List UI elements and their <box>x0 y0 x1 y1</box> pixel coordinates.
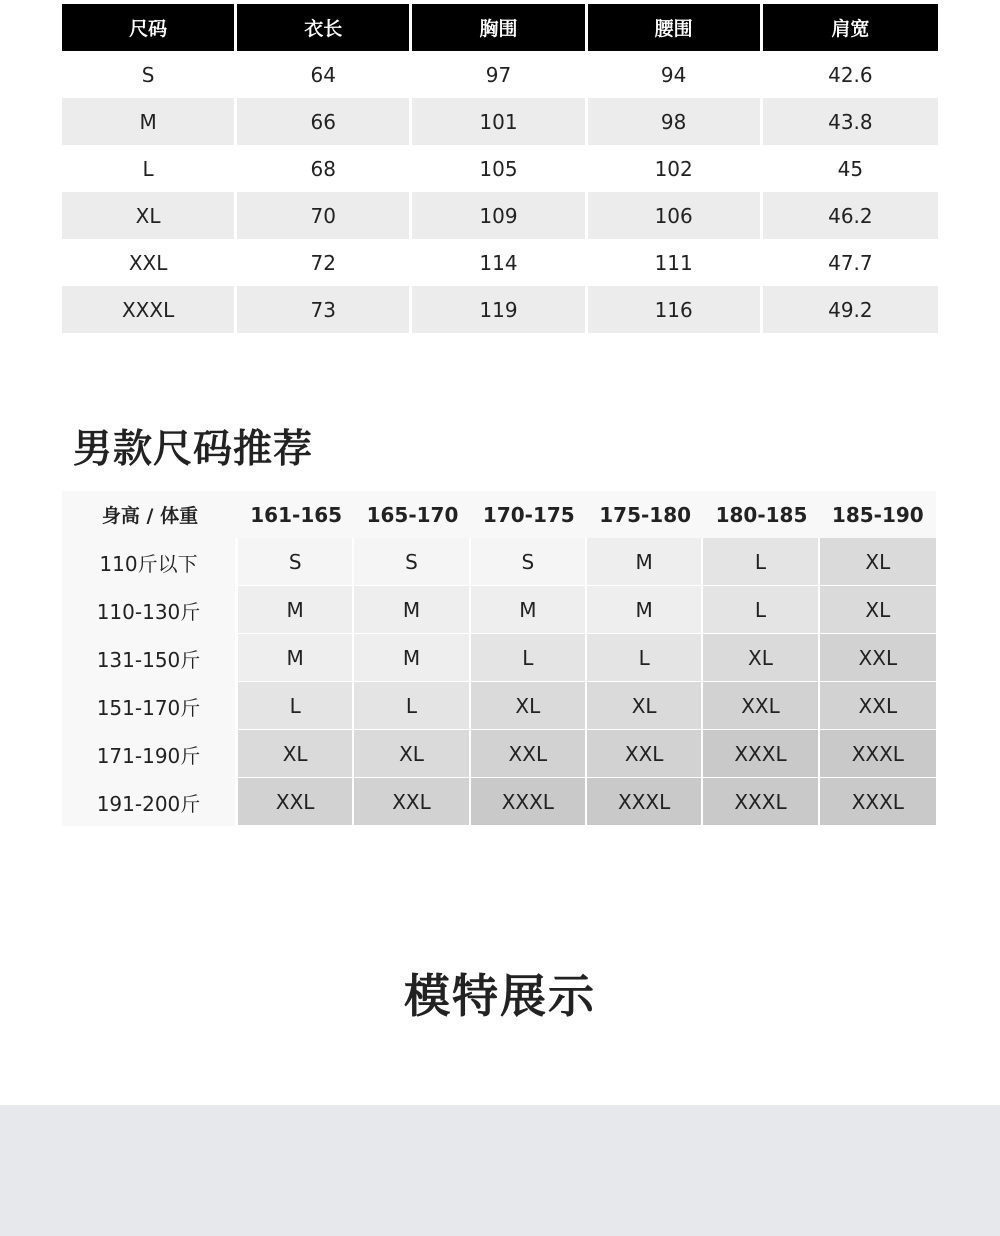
size-cell: XL <box>703 634 819 682</box>
table-row <box>62 51 938 98</box>
size-cell: L <box>703 538 819 586</box>
table-row <box>62 586 936 634</box>
table-cell: 111 <box>588 239 763 286</box>
table-cell: 97 <box>412 51 587 98</box>
size-cell: XXL <box>703 682 819 730</box>
table-row <box>62 634 936 682</box>
table-row <box>62 98 938 145</box>
header-size: 尺码 <box>62 4 237 51</box>
size-cell: XL <box>238 730 354 778</box>
table-cell: 46.2 <box>763 192 938 239</box>
size-cell: XXL <box>354 778 470 826</box>
table-row <box>62 730 936 778</box>
size-cell: XXL <box>820 634 936 682</box>
size-cell: XXXL <box>471 778 587 826</box>
table-cell: 43.8 <box>763 98 938 145</box>
weight-range: 191-200斤 <box>62 778 238 826</box>
size-cell: XL <box>587 682 703 730</box>
size-cell: M <box>471 586 587 634</box>
size-cell: XXL <box>238 778 354 826</box>
table-row <box>62 286 938 333</box>
header-shoulder: 肩宽 <box>763 4 938 51</box>
table-cell: 72 <box>237 239 412 286</box>
weight-range: 131-150斤 <box>62 634 238 682</box>
size-cell: XXXL <box>587 778 703 826</box>
table-row <box>62 239 938 286</box>
table-cell: 98 <box>588 98 763 145</box>
size-cell: S <box>354 538 470 586</box>
size-cell: XXXL <box>820 730 936 778</box>
size-cell: XXL <box>587 730 703 778</box>
size-cell: M <box>587 586 703 634</box>
recommendation-title: 男款尺码推荐 <box>73 427 314 472</box>
size-cell: L <box>703 586 819 634</box>
height-range: 165-170 <box>354 491 470 538</box>
weight-range: 110-130斤 <box>62 586 238 634</box>
height-range: 175-180 <box>587 491 703 538</box>
table-cell: 70 <box>237 192 412 239</box>
table-cell: 64 <box>237 51 412 98</box>
size-cell: L <box>471 634 587 682</box>
table-cell: 106 <box>588 192 763 239</box>
size-cell: M <box>238 586 354 634</box>
table-cell: 116 <box>588 286 763 333</box>
size-cell: M <box>238 634 354 682</box>
table-cell: L <box>62 145 237 192</box>
table-cell: 47.7 <box>828 250 873 275</box>
header-chest: 胸围 <box>412 4 587 51</box>
size-cell: XXL <box>820 682 936 730</box>
model-photo <box>0 1105 1000 1236</box>
table-cell: M <box>62 98 237 145</box>
table-cell: 101 <box>412 98 587 145</box>
table-row <box>62 682 936 730</box>
size-cell: XXXL <box>820 778 936 826</box>
table-cell: 109 <box>412 192 587 239</box>
size-chart-table <box>62 4 938 333</box>
size-cell: M <box>354 586 470 634</box>
size-cell: XXL <box>471 730 587 778</box>
table-cell: 49.2 <box>763 286 938 333</box>
size-cell: S <box>238 538 354 586</box>
size-cell: M <box>587 538 703 586</box>
table-cell: 66 <box>237 98 412 145</box>
height-range: 185-190 <box>820 491 936 538</box>
size-cell: XL <box>471 682 587 730</box>
height-weight-label: 身高 / 体重 <box>62 491 238 538</box>
size-cell: L <box>354 682 470 730</box>
size-cell: XXXL <box>703 778 819 826</box>
weight-range: 171-190斤 <box>62 730 238 778</box>
table-cell: XXL <box>62 239 237 286</box>
weight-range: 110斤以下 <box>62 538 238 586</box>
table-cell: 94 <box>588 51 763 98</box>
table-row <box>62 538 936 586</box>
table-cell: 119 <box>412 286 587 333</box>
height-range: 170-175 <box>471 491 587 538</box>
height-range: 161-165 <box>238 491 354 538</box>
size-cell: XL <box>354 730 470 778</box>
size-cell: S <box>471 538 587 586</box>
table-cell: S <box>62 51 237 98</box>
size-cell: L <box>587 634 703 682</box>
table-cell: 114 <box>412 239 587 286</box>
table-cell: 68 <box>237 145 412 192</box>
table-row <box>62 192 938 239</box>
table-cell: 102 <box>588 145 763 192</box>
size-cell: L <box>238 682 354 730</box>
table-row <box>62 145 938 192</box>
table-cell: 73 <box>237 286 412 333</box>
table-cell: 45 <box>837 156 864 181</box>
size-recommendation-table <box>62 491 936 826</box>
size-cell: XXXL <box>703 730 819 778</box>
model-showcase-title: 模特展示 <box>404 969 596 1023</box>
height-range: 180-185 <box>703 491 819 538</box>
recommendation-header-row <box>62 491 936 538</box>
table-cell: XL <box>62 192 237 239</box>
table-cell: XXXL <box>62 286 237 333</box>
size-cell: M <box>354 634 470 682</box>
size-cell: XL <box>820 586 936 634</box>
header-length: 衣长 <box>237 4 412 51</box>
size-cell: XL <box>820 538 936 586</box>
header-waist: 腰围 <box>588 4 763 51</box>
table-row <box>62 778 936 826</box>
weight-range: 151-170斤 <box>62 682 238 730</box>
table-cell: 42.6 <box>828 62 873 87</box>
size-chart-header-row <box>62 4 938 51</box>
table-cell: 105 <box>412 145 587 192</box>
